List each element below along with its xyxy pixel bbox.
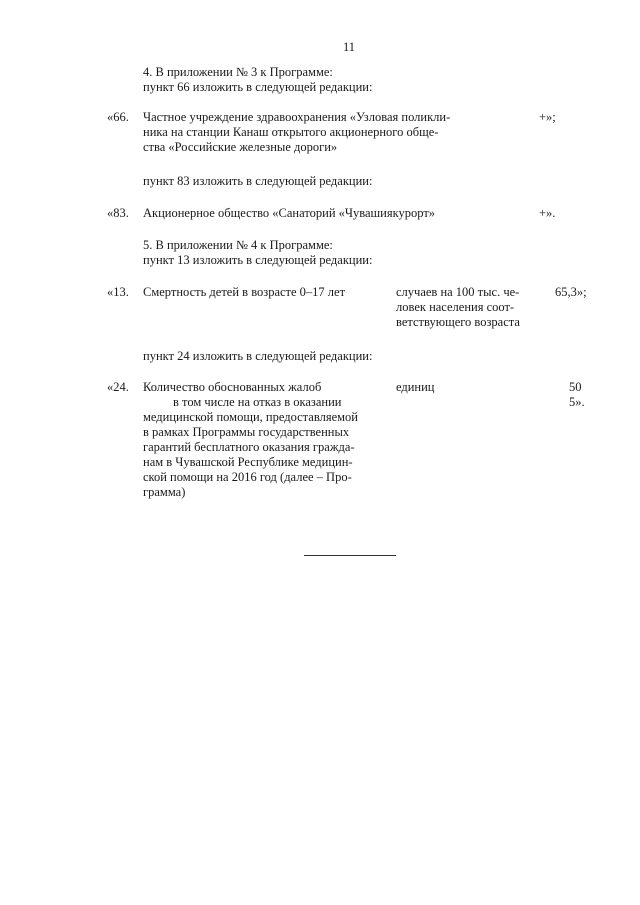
item-66-text (143, 110, 487, 155)
item-66-line: Частное учреждение здравоохранения «Узловая поликли- (143, 110, 451, 124)
closing-rule (304, 555, 396, 556)
item-24-line: грамма) (143, 485, 186, 499)
item-66-intro: пункт 66 изложить в следующей редакции: (143, 80, 373, 94)
item-66-line: ства «Российские железные дороги» (143, 140, 338, 154)
item-24-subtext (143, 395, 386, 500)
item-24-name: Количество обоснованных жалоб (143, 380, 322, 394)
page-number: 11 (343, 40, 356, 54)
item-13-name: Смертность детей в возрасте 0–17 лет (143, 285, 346, 299)
item-13-value: 65,3»; (555, 285, 587, 299)
item-24-line: гарантий бесплатного оказания гражда- (143, 440, 355, 454)
item-66-number: «66. (107, 110, 129, 124)
item-13-unit-line: ловек населения соот- (396, 300, 515, 314)
item-13-unit-line: случаев на 100 тыс. че- (396, 285, 520, 299)
item-83-mark: +». (539, 206, 556, 220)
item-24-intro: пункт 24 изложить в следующей редакции: (143, 349, 373, 363)
item-66-line: ника на станции Канаш открытого акционерного обще- (143, 125, 439, 139)
item-83-number: «83. (107, 206, 129, 220)
item-13-unit (396, 285, 544, 330)
item-24-line: в том числе на отказ в оказании (173, 395, 342, 409)
item-24-number: «24. (107, 380, 129, 394)
item-66-mark: +»; (539, 110, 556, 124)
item-24-value-total: 50 (569, 380, 582, 394)
item-24-line: медицинской помощи, предоставляемой (143, 410, 358, 424)
item-24-value-refusal: 5». (569, 395, 585, 409)
section-4-heading: 4. В приложении № 3 к Программе: (143, 65, 333, 79)
item-24-unit: единиц (396, 380, 435, 394)
item-13-intro: пункт 13 изложить в следующей редакции: (143, 253, 373, 267)
item-24-line: ской помощи на 2016 год (далее – Про- (143, 470, 352, 484)
item-13-number: «13. (107, 285, 129, 299)
section-5-heading: 5. В приложении № 4 к Программе: (143, 238, 333, 252)
item-24-line: нам в Чувашской Республике медицин- (143, 455, 353, 469)
item-83-intro: пункт 83 изложить в следующей редакции: (143, 174, 373, 188)
item-24-line: в рамках Программы государственных (143, 425, 350, 439)
item-83-text: Акционерное общество «Санаторий «Чувашиякурорт» (143, 206, 436, 220)
item-13-unit-line: ветствующего возраста (396, 315, 520, 329)
